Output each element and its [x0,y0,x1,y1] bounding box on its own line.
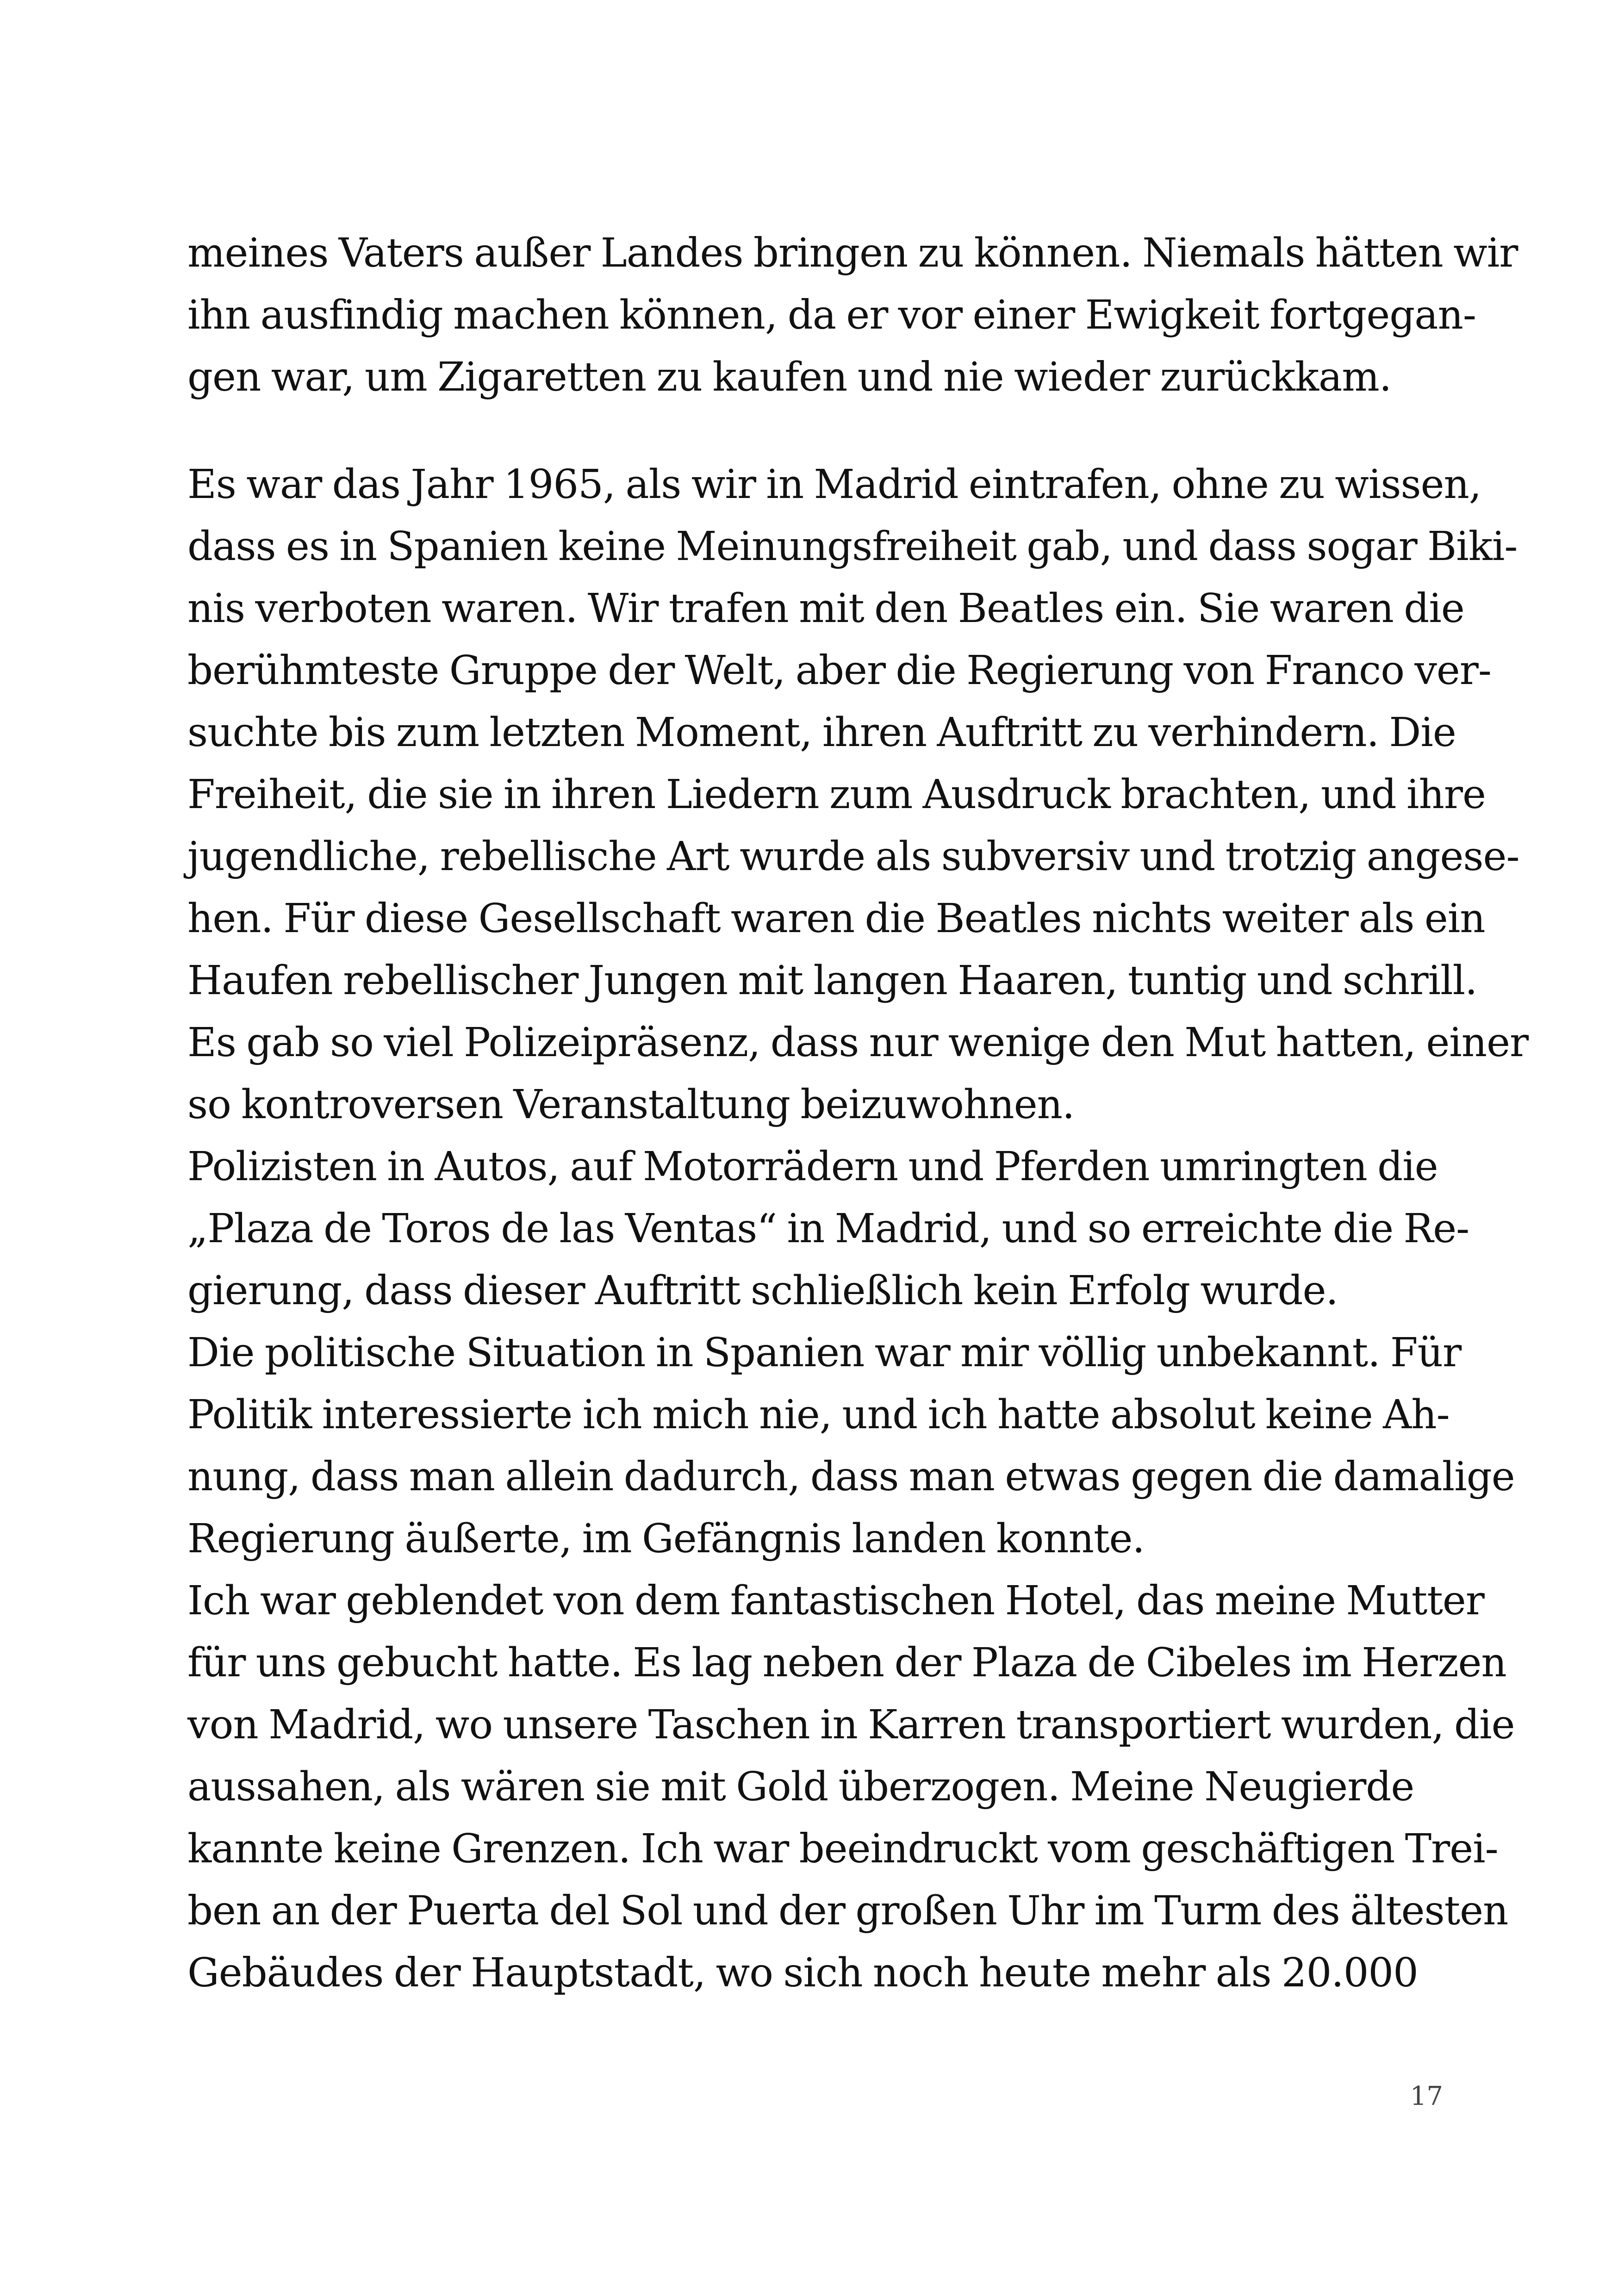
text-line: Politik interessierte ich mich nie, und ich hatte absolut keine Ah- [187,1392,1450,1438]
text-line: Freiheit, die sie in ihren Liedern zum Ausdruck brachten, und ihre [187,772,1486,818]
text-line: gen war, um Zigaretten zu kaufen und nie wieder zurückkam. [187,354,1392,400]
text-line: meines Vaters außer Landes bringen zu können. Niemals hätten wir [187,230,1518,276]
text-line: so kontroversen Veranstaltung beizuwohnen. [187,1082,1075,1128]
text-line: ihn ausfindig machen können, da er vor einer Ewigkeit fortgegan- [187,292,1476,338]
paragraph-gap [187,408,1435,454]
text-line: jugendliche, rebellische Art wurde als subversiv und trotzig angese- [187,834,1519,880]
text-line: Die politische Situation in Spanien war mir völlig unbekannt. Für [187,1330,1462,1376]
text-line: ben an der Puerta del Sol und der großen Uhr im Turm des ältesten [187,1888,1508,1934]
paragraph-4 [187,1322,1515,1570]
page-body [187,222,1529,2004]
text-line: Regierung äußerte, im Gefängnis landen konnte. [187,1516,1145,1562]
text-line: suchte bis zum letzten Moment, ihren Auftritt zu verhindern. Die [187,709,1456,756]
text-line: hen. Für diese Gesellschaft waren die Beatles nichts weiter als ein [187,896,1485,942]
text-line: berühmteste Gruppe der Welt, aber die Regierung von Franco ver- [187,647,1491,694]
paragraph-1 [187,222,1518,408]
text-line: Es war das Jahr 1965, als wir in Madrid eintrafen, ohne zu wissen, [187,461,1481,508]
text-line: Ich war geblendet von dem fantastischen Hotel, das meine Mutter [187,1578,1484,1624]
text-line: „Plaza de Toros de las Ventas“ in Madrid, und so erreichte die Re- [187,1206,1469,1252]
text-line: nis verboten waren. Wir trafen mit den Beatles ein. Sie waren die [187,585,1464,632]
text-line: aussahen, als wären sie mit Gold überzogen. Meine Neugierde [187,1764,1414,1810]
paragraph-5 [187,1570,1515,2004]
text-line: dass es in Spanien keine Meinungsfreiheit gab, und dass sogar Biki- [187,523,1518,570]
text-line: Gebäudes der Hauptstadt, wo sich noch heute mehr als 20.000 [187,1950,1418,1996]
text-line: nung, dass man allein dadurch, dass man etwas gegen die damalige [187,1454,1515,1500]
text-line: für uns gebucht hatte. Es lag neben der Plaza de Cibeles im Herzen [187,1640,1506,1686]
page-number: 17 [1410,2081,1443,2111]
text-line: Haufen rebellischer Jungen mit langen Haaren, tuntig und schrill. [187,958,1477,1004]
paragraph-2 [187,454,1529,1136]
text-line: Polizisten in Autos, auf Motorrädern und Pferden umringten die [187,1144,1438,1190]
paragraph-3 [187,1136,1469,1322]
text-line: kannte keine Grenzen. Ich war beeindruckt vom geschäftigen Trei- [187,1826,1498,1872]
text-line: Es gab so viel Polizeipräsenz, dass nur wenige den Mut hatten, einer [187,1020,1529,1066]
text-line: gierung, dass dieser Auftritt schließlich kein Erfolg wurde. [187,1268,1338,1314]
text-line: von Madrid, wo unsere Taschen in Karren transportiert wurden, die [187,1702,1515,1748]
